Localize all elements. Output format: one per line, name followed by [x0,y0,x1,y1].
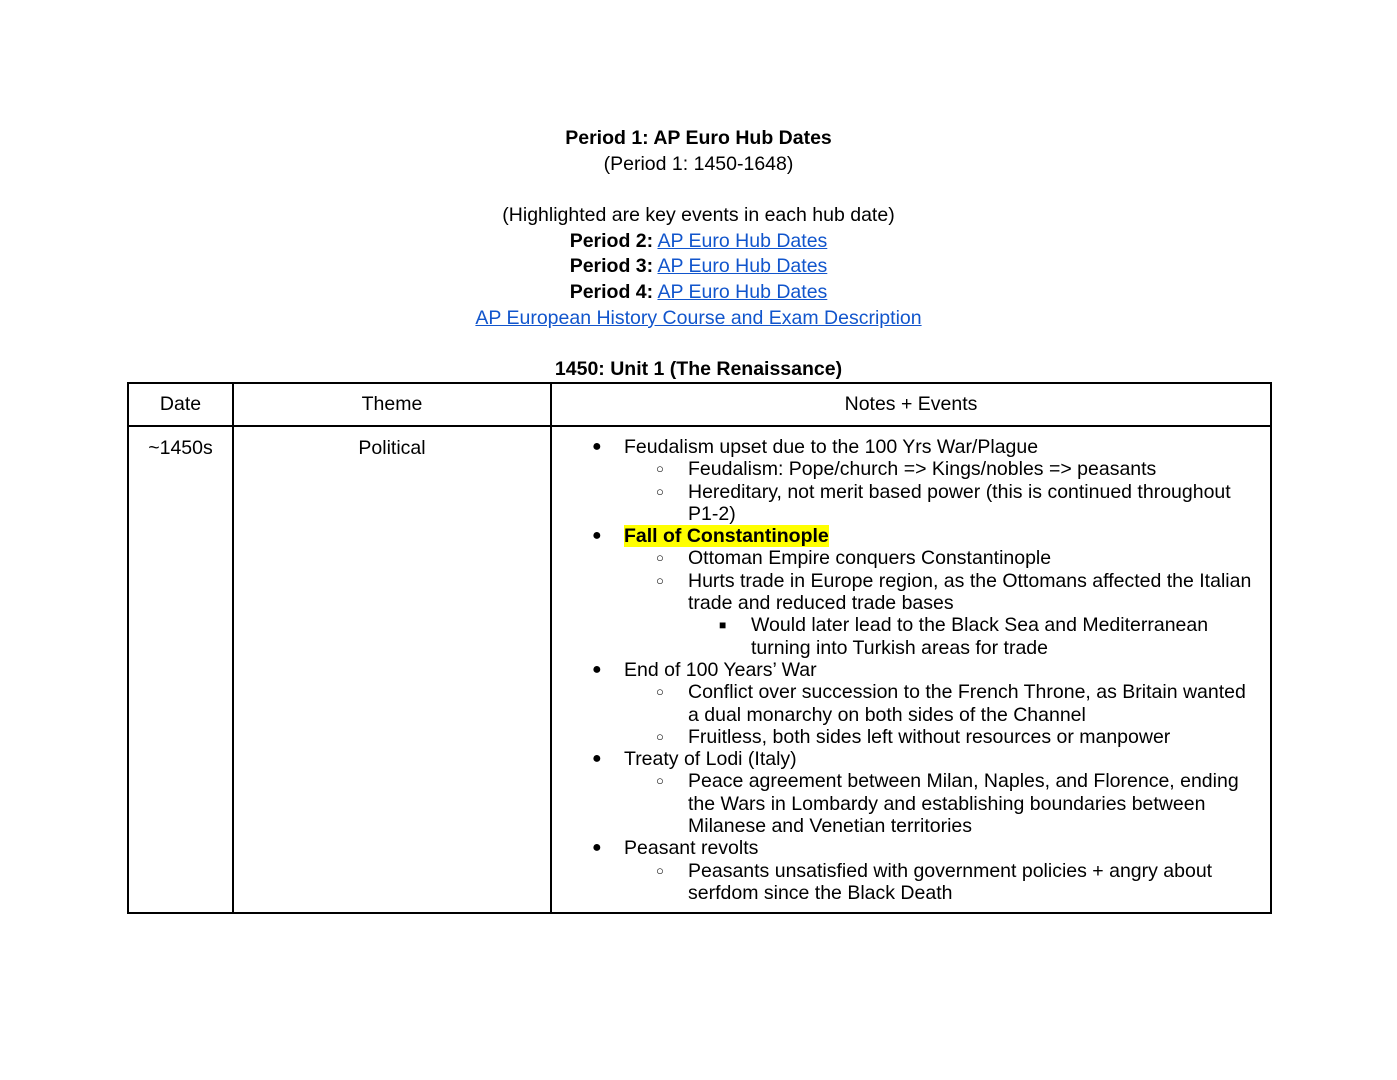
note-text: Feudalism: Pope/church => Kings/nobles => peasants [688,458,1157,481]
circle-bullet-icon: ○ [656,773,664,789]
table-header-row [128,383,1271,426]
note-text: Hereditary, not merit based power (this is continued throughout P1-2) [688,480,1231,525]
sub-list [624,770,1256,837]
page-subtitle: (Period 1: 1450-1648) [603,152,794,175]
sub-list [624,860,1256,905]
page-title: Period 1: AP Euro Hub Dates [565,127,832,149]
sub-list [624,681,1256,748]
bullet-icon: ● [592,839,602,857]
list-item [552,614,1256,659]
table-row [128,426,1271,913]
course-link-row [0,306,1397,332]
theme-cell: Political [233,426,551,913]
list-item [552,726,1256,748]
circle-bullet-icon: ○ [656,461,664,477]
period-3-row [0,254,1397,280]
event-text: End of 100 Years’ War [624,658,817,681]
bullet-icon: ● [592,527,602,545]
column-header-notes: Notes + Events [551,383,1271,426]
note-text: Fruitless, both sides left without resources or manpower [688,725,1171,748]
period-4-link[interactable]: AP Euro Hub Dates [657,281,828,304]
list-item [552,570,1256,659]
bullet-icon: ● [592,438,602,455]
list-item [552,860,1256,905]
square-bullet-icon: ■ [719,618,727,633]
sub-list [624,547,1256,658]
list-item [552,525,1256,659]
sub-sub-list [688,614,1256,659]
event-text: Feudalism upset due to the 100 Yrs War/Plague [624,436,1039,458]
circle-bullet-icon: ○ [656,684,664,700]
date-cell: ~1450s [128,426,233,913]
circle-bullet-icon: ○ [656,572,664,588]
list-item [552,659,1256,748]
event-text: Treaty of Lodi (Italy) [624,748,797,771]
circle-bullet-icon: ○ [656,483,664,499]
highlight-note: (Highlighted are key events in each hub date) [502,204,895,227]
document-header [0,126,1397,332]
notes-cell [551,426,1271,913]
list-item [552,481,1256,526]
list-item [552,681,1256,726]
course-description-link[interactable]: AP European History Course and Exam Description [475,306,922,329]
bullet-icon: ● [592,660,602,678]
circle-bullet-icon: ○ [656,728,664,744]
notes-list [552,436,1256,904]
hub-dates-table [127,382,1272,914]
list-item [552,436,1256,525]
list-item [552,547,1256,569]
column-header-theme: Theme [233,383,551,426]
spacer [0,177,1397,203]
period-2-link[interactable]: AP Euro Hub Dates [657,229,828,252]
list-item [552,748,1256,837]
bullet-icon: ● [592,750,602,768]
list-item [552,770,1256,837]
highlighted-event-text: Fall of Constantinople [624,525,829,548]
list-item [552,837,1256,904]
period-2-row [0,229,1397,255]
circle-bullet-icon: ○ [656,550,664,566]
note-text: Peasants unsatisfied with government policies + angry about serfdom since the Black Death [688,859,1213,904]
period-2-label: Period 2: [569,229,654,252]
sub-list [624,458,1256,525]
note-text: Hurts trade in Europe region, as the Ottomans affected the Italian trade and reduced trade bases [688,569,1252,615]
period-3-link[interactable]: AP Euro Hub Dates [657,255,828,278]
column-header-date: Date [128,383,233,426]
note-text: Would later lead to the Black Sea and Mediterranean turning into Turkish areas for trade [751,614,1209,659]
period-4-label: Period 4: [569,281,654,304]
event-text: Peasant revolts [624,837,759,860]
note-text: Ottoman Empire conquers Constantinople [688,547,1052,570]
note-text: Peace agreement between Milan, Naples, and Florence, ending the Wars in Lombardy and establishing boundaries between Milanese and Venetian territories [688,770,1239,838]
section-title: 1450: Unit 1 (The Renaissance) [554,358,843,380]
period-4-row [0,280,1397,306]
period-3-label: Period 3: [569,255,654,278]
list-item [552,458,1256,480]
circle-bullet-icon: ○ [656,862,664,878]
note-text: Conflict over succession to the French Throne, as Britain wanted a dual monarchy on both sides of the Channel [688,681,1246,726]
